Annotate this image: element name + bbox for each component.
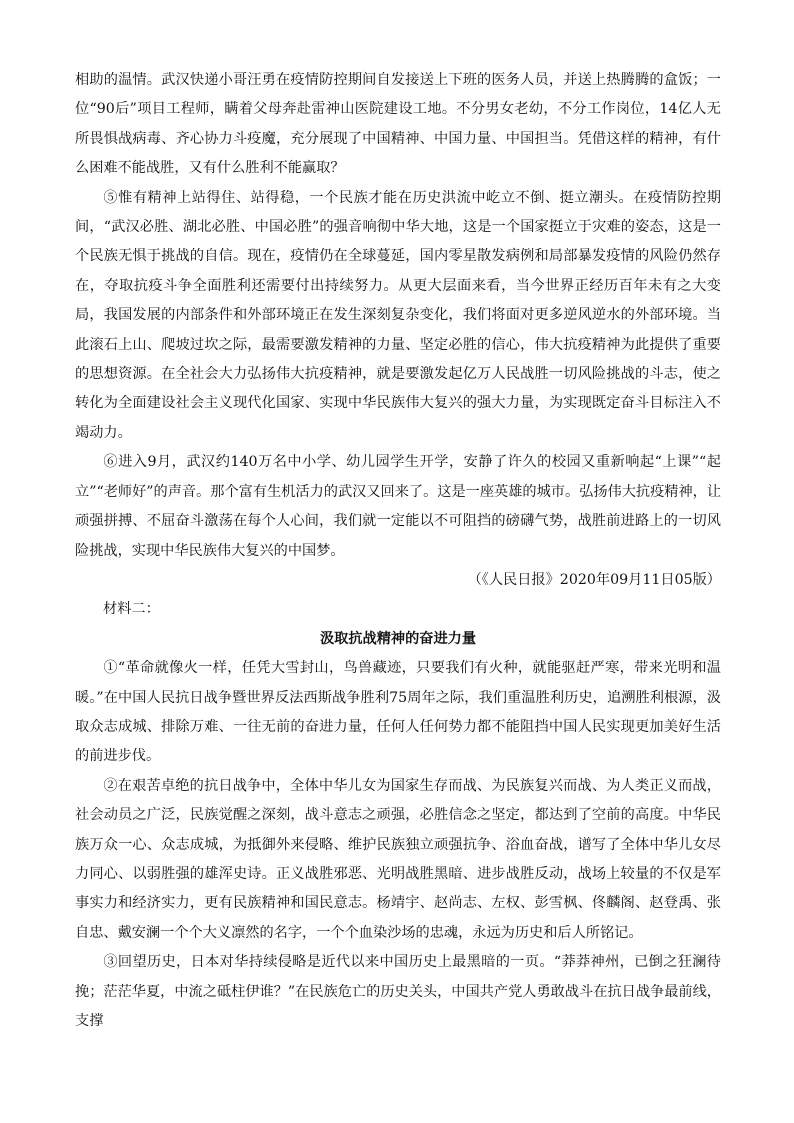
document-body — [75, 66, 721, 1036]
paragraph-6: ⑥进入9月，武汉约140万名中小学、幼儿园学生开学，安静了许久的校园又重新响起“上课”“起立”“老师好”的声音。那个富有生机活力的武汉又回来了。这是一座英雄的城市。弘扬伟大抗疫精神，让顽强拼搏、不屈奋斗激荡在每个人心间，我们就一定能以不可阻挡的磅礴气势，战胜前进路上的一切风险挑战，实现中华民族伟大复兴的中国梦。 — [75, 454, 722, 559]
paragraph-3: ③回望历史，日本对华持续侵略是近代以来中国历史上最黑暗的一页。“莽莽神州，已倒之狂澜待挽；茫茫华夏，中流之砥柱伊谁？”在民族危亡的历史关头，中国共产党人勇敢战斗在抗日战争最前线，支撑 — [75, 954, 721, 1029]
article-title: 汲取抗战精神的奋进力量 — [319, 630, 477, 647]
paragraph-2: ②在艰苦卓绝的抗日战争中，全体中华儿女为国家生存而战、为民族复兴而战、为人类正义而战，社会动员之广泛，民族觉醒之深刻，战斗意志之顽强，必胜信念之坚定，都达到了空前的高度。中华民族万众一心、众志成城，为抵御外来侵略、维护民族独立顽强抗争、浴血奋战，谱写了全体中华儿女尽力同心、以弱胜强的雄浑史诗。正义战胜邪恶、光明战胜黑暗、进步战胜反动，战场上较量的不仅是军事实力和经济实力，更有民族精神和国民意志。杨靖宇、赵尚志、左权、彭雪枫、佟麟阁、赵登禹、张自忠、戴安澜一个个大义凛然的名字，一个个血染沙场的忠魂，永远为历史和后人所铭记。 — [75, 777, 721, 941]
material-label: 材料二： — [103, 601, 160, 618]
paragraph-5: ⑤惟有精神上站得住、站得稳，一个民族才能在历史洪流中屹立不倒、挺立潮头。在疫情防控期间，“武汉必胜、湖北必胜、中国必胜”的强音响彻中华大地，这是一个国家挺立于灾难的姿态，这是一个民族无惧于挑战的自信。现在，疫情仍在全球蔓延，国内零星散发病例和局部暴发疫情的风险仍然存在，夺取抗疫斗争全面胜利还需要付出持续努力。从更大层面来看，当今世界正经历百年未有之大变局，我国发展的内部条件和外部环境正在发生深刻复杂变化，我们将面对更多逆风逆水的外部环境。当此滚石上山、爬坡过坎之际，最需要激发精神的力量、坚定必胜的信心，伟大抗疫精神为此提供了重要的思想资源。在全社会大力弘扬伟大抗疫精神，就是要激发起亿万人民战胜一切风险挑战的斗志，使之转化为全面建设社会主义现代化国家、实现中华民族伟大复兴的强大力量，为实现既定奋斗目标注入不竭动力。 — [75, 189, 721, 441]
paragraph-continued: 相助的温情。武汉快递小哥汪勇在疫情防控期间自发接送上下班的医务人员，并送上热腾腾的盒饭；一位“90后”项目工程师，瞒着父母奔赴雷神山医院建设工地。不分男女老幼，不分工作岗位，14亿人无所畏惧战病毒、齐心协力斗疫魔，充分展现了中国精神、中国力量、中国担当。凭借这样的精神，有什么困难不能战胜，又有什么胜利不能赢取？ — [75, 72, 721, 177]
source-citation: （《人民日报》2020年09月11日05版） — [467, 571, 721, 588]
paragraph-1: ①“革命就像火一样，任凭大雪封山，鸟兽藏迹，只要我们有火种，就能驱赶严寒，带来光明和温暖。”在中国人民抗日战争暨世界反法西斯战争胜利75周年之际，我们重温胜利历史，追溯胜利根源，汲取众志成城、排除万难、一往无前的奋进力量，任何人任何势力都不能阻挡中国人民实现更加美好生活的前进步伐。 — [75, 660, 721, 765]
